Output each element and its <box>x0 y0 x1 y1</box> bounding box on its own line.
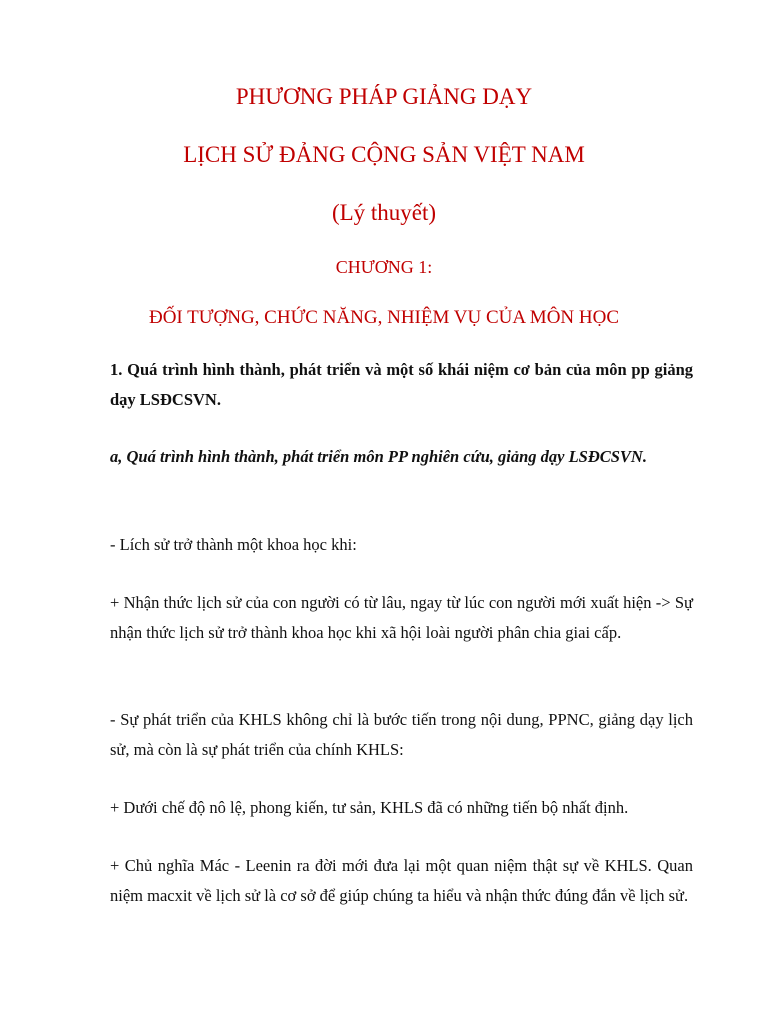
body-paragraph: + Dưới chế độ nô lệ, phong kiến, tư sản, KHLS đã có những tiến bộ nhất định. <box>110 798 629 817</box>
body-paragraph: + Chủ nghĩa Mác - Leenin ra đời mới đưa lại một quan niệm thật sự về KHLS. Quan niệm macxit về lịch sử là cơ sở để giúp chúng ta hiểu và nhận thức đúng đắn về lịch sử. <box>110 856 693 905</box>
document-title-line-2: LỊCH SỬ ĐẢNG CỘNG SẢN VIỆT NAM <box>183 142 585 167</box>
body-paragraph: + Nhận thức lịch sử của con người có từ lâu, ngay từ lúc con người mới xuất hiện -> Sự nhận thức lịch sử trở thành khoa học khi xã hội loài người phân chia giai cấp. <box>110 593 693 642</box>
body-paragraph: - Lích sử trở thành một khoa học khi: <box>110 535 357 554</box>
subsection-heading: a, Quá trình hình thành, phát triển môn PP nghiên cứu, giảng dạy LSĐCSVN. <box>110 447 647 466</box>
body-paragraph: - Sự phát triển của KHLS không chỉ là bước tiến trong nội dung, PPNC, giảng dạy lịch sử, mà còn là sự phát triển của chính KHLS: <box>110 710 693 759</box>
document-title-line-1: PHƯƠNG PHÁP GIẢNG DẠY <box>235 84 533 109</box>
document-title-line-3: (Lý thuyết) <box>331 200 437 225</box>
section-heading: 1. Quá trình hình thành, phát triển và một số khái niệm cơ bản của môn pp giảng dạy LSĐCSVN. <box>110 360 693 409</box>
chapter-title: ĐỐI TƯỢNG, CHỨC NĂNG, NHIỆM VỤ CỦA MÔN HỌC <box>148 307 620 328</box>
chapter-label: CHƯƠNG 1: <box>335 257 433 277</box>
